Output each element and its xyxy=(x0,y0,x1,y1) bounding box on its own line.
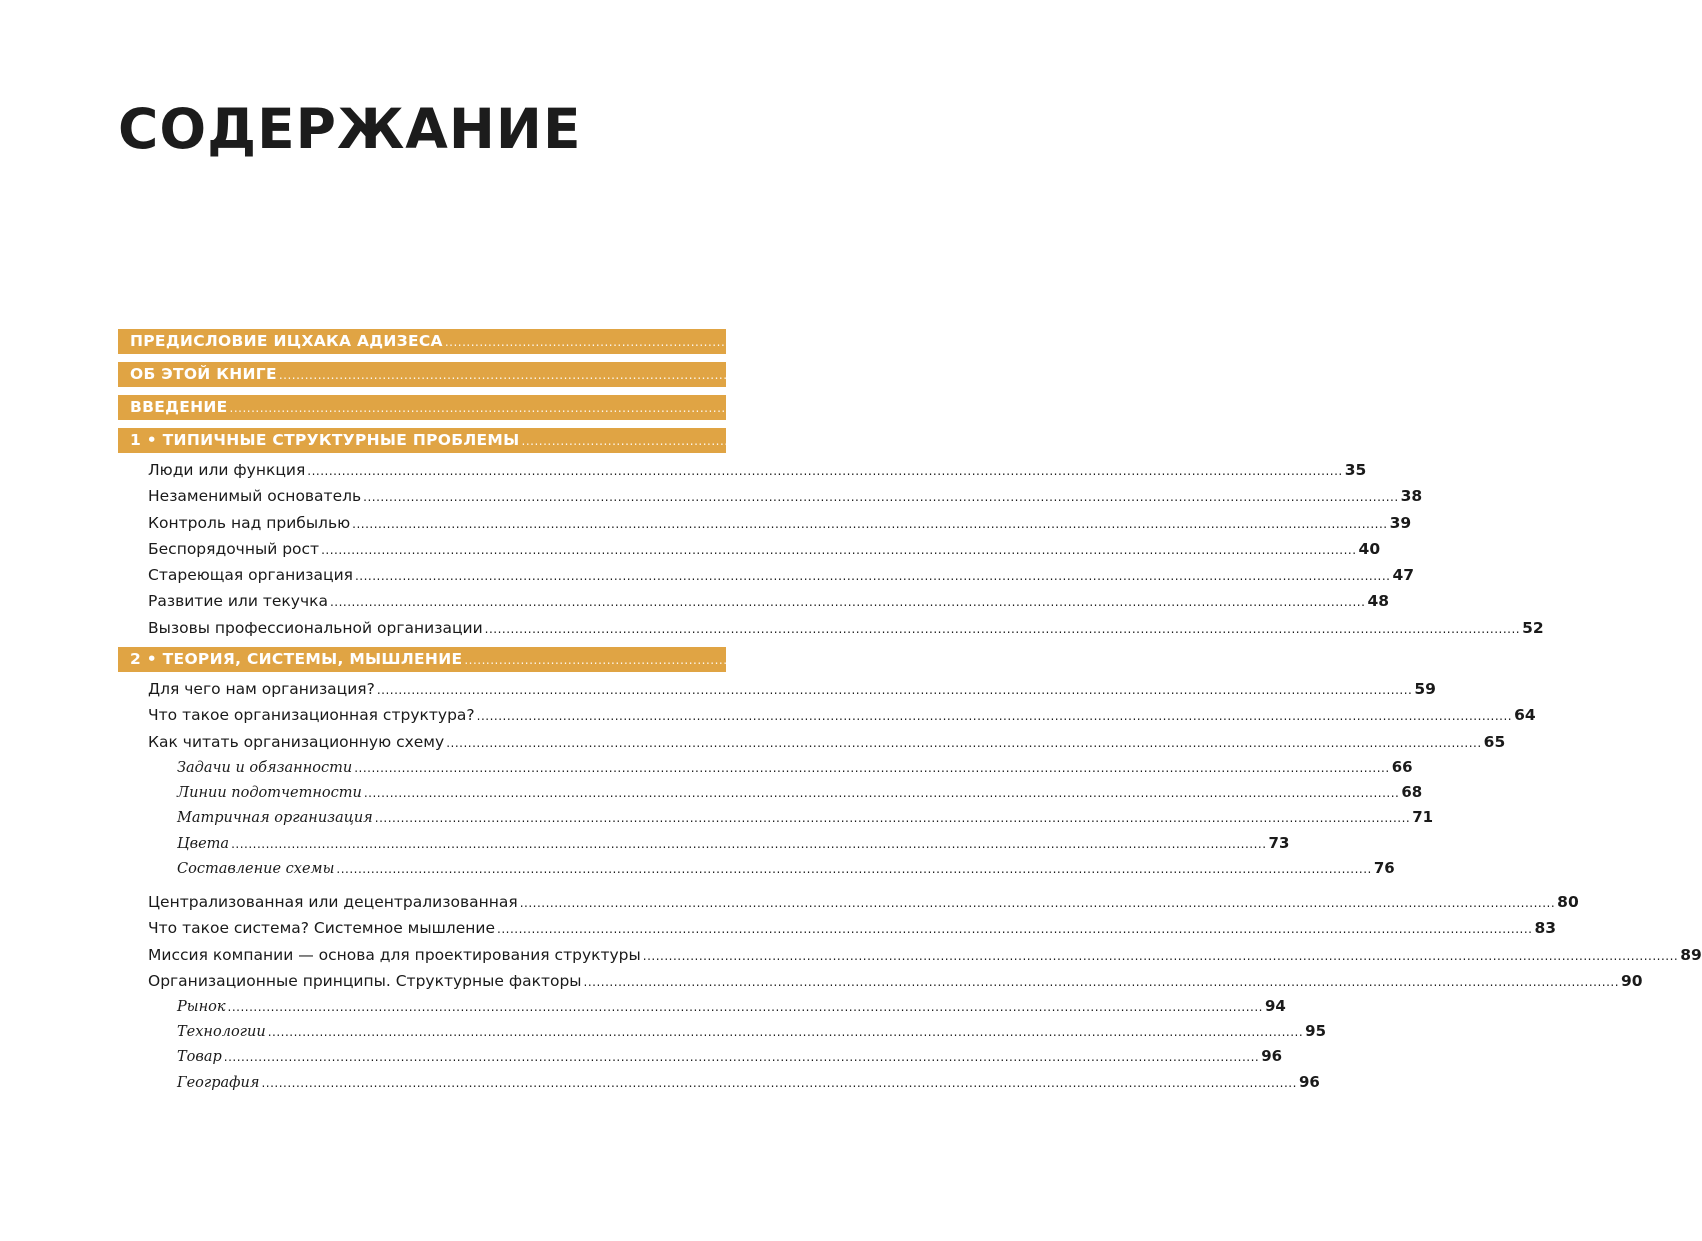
toc-entry-title: Для чего нам организация? xyxy=(148,680,375,699)
leader-dots: ................................................................................................................................................................................................................................................ xyxy=(307,464,1343,478)
toc-entry-page: 40 xyxy=(1358,539,1381,558)
toc-subsection[interactable] xyxy=(177,780,1423,805)
toc-entry-page: 39 xyxy=(1389,513,1412,532)
toc-section[interactable] xyxy=(148,615,1544,641)
leader-dots: ................................................................................................................................................................................................................................................ xyxy=(642,948,1679,963)
toc-entry-page: 90 xyxy=(1621,971,1643,990)
toc-entry-page: 59 xyxy=(1414,680,1436,699)
toc-entry-page: 83 xyxy=(1534,919,1557,938)
toc-entry-title: Как читать организационную схему xyxy=(148,732,445,751)
toc-entry-page: 89 xyxy=(1680,945,1702,964)
toc-section[interactable] xyxy=(148,702,1536,728)
toc-entry-title: Вызовы профессиональной организации xyxy=(148,618,483,637)
toc-section[interactable] xyxy=(148,968,1643,994)
toc-entry-title: Цвета xyxy=(177,835,230,852)
toc-entry-page: 94 xyxy=(1264,997,1286,1016)
leader-dots: ................................................................................................................................................................................................................................................ xyxy=(261,1075,1297,1090)
leader-dots: ................................................................................................................................................................................................................................................ xyxy=(352,516,1388,531)
toc-entry-page: 68 xyxy=(1401,783,1423,802)
toc-entry-page: 58 xyxy=(1501,650,1524,669)
toc-entry-title: 1 • ТИПИЧНЫЕ СТРУКТУРНЫЕ ПРОБЛЕМЫ xyxy=(130,431,520,449)
toc-section[interactable] xyxy=(148,676,1436,702)
toc-entry-page: 9 xyxy=(1482,332,1494,350)
toc-subsection[interactable] xyxy=(177,1044,1283,1069)
table-of-contents xyxy=(118,329,1702,1095)
toc-chapter-header[interactable] xyxy=(118,362,1339,387)
leader-dots: ................................................................................................................................................................................................................................................ xyxy=(583,974,1620,989)
toc-entry-title: Развитие или текучка xyxy=(148,592,328,611)
leader-dots: ................................................................................................................................................................................................................................................ xyxy=(363,786,1400,801)
leader-dots: ................................................................................................................................................................................................................................................ xyxy=(321,542,1357,557)
toc-entry-title: Стареющая организация xyxy=(148,566,353,585)
leader-dots: ................................................................................................................................................................................................................................................ xyxy=(229,401,1266,415)
toc-entry-page: 66 xyxy=(1391,757,1413,776)
toc-entry-page: 52 xyxy=(1522,618,1544,637)
leader-dots: ................................................................................................................................................................................................................................................ xyxy=(484,621,1521,636)
toc-section[interactable] xyxy=(148,915,1557,941)
toc-entry-page: 35 xyxy=(1344,461,1367,479)
toc-entry-page: 38 xyxy=(1400,487,1423,506)
toc-section[interactable] xyxy=(148,588,1390,614)
toc-chapter-header[interactable] xyxy=(118,395,1290,420)
toc-section[interactable] xyxy=(148,889,1579,915)
leader-dots: ................................................................................................................................................................................................................................................ xyxy=(227,1000,1263,1015)
leader-dots: ................................................................................................................................................................................................................................................ xyxy=(336,861,1372,876)
toc-entry-page: 80 xyxy=(1557,892,1579,911)
toc-entry-title: ОБ ЭТОЙ КНИГЕ xyxy=(130,365,277,383)
toc-entry-title: Товар xyxy=(177,1049,222,1066)
toc-entry-title: Контроль над прибылью xyxy=(148,513,351,532)
leader-dots: ................................................................................................................................................................................................................................................ xyxy=(374,811,1411,826)
leader-dots: ................................................................................................................................................................................................................................................ xyxy=(363,490,1399,505)
leader-dots: ................................................................................................................................................................................................................................................ xyxy=(354,760,1390,775)
toc-section[interactable] xyxy=(148,510,1412,536)
toc-entry-title: Централизованная или децентрализованная xyxy=(148,892,518,911)
toc-entry-page: 26 xyxy=(1267,398,1290,416)
toc-entry-title: ВВЕДЕНИЕ xyxy=(130,398,228,416)
toc-entry-page: 64 xyxy=(1514,706,1536,725)
leader-dots: ................................................................................................................................................................................................................................................ xyxy=(329,595,1366,610)
toc-entry-title: Задачи и обязанности xyxy=(177,759,353,776)
toc-entry-page: 76 xyxy=(1373,858,1395,877)
toc-entry-page: 95 xyxy=(1305,1022,1327,1041)
toc-section[interactable] xyxy=(148,536,1381,562)
leader-dots: ................................................................................................................................................................................................................................................ xyxy=(376,683,1413,698)
page-title: СОДЕРЖАНИЕ xyxy=(118,97,582,161)
toc-subsection[interactable] xyxy=(177,1070,1320,1095)
toc-entry-title: 2 • ТЕОРИЯ, СИСТЕМЫ, МЫШЛЕНИЕ xyxy=(130,650,463,669)
toc-subsection[interactable] xyxy=(177,805,1434,830)
toc-entry-title: Незаменимый основатель xyxy=(148,487,362,506)
leader-dots: ................................................................................................................................................................................................................................................ xyxy=(278,368,1315,382)
toc-chapter-header[interactable] xyxy=(118,329,1494,354)
leader-dots: ................................................................................................................................................................................................................................................ xyxy=(519,895,1556,910)
toc-entry-page: 71 xyxy=(1412,808,1434,827)
toc-entry-title: География xyxy=(177,1074,260,1091)
toc-entry-title: Миссия компании — основа для проектирования структуры xyxy=(148,945,641,964)
toc-section[interactable] xyxy=(148,483,1423,509)
toc-entry-title: ПРЕДИСЛОВИЕ ИЦХАКА АДИЗЕСА xyxy=(130,332,443,350)
toc-section[interactable] xyxy=(148,729,1506,755)
toc-entry-page: 12 xyxy=(1316,365,1339,383)
toc-entry-title: Составление схемы xyxy=(177,860,335,877)
toc-entry-title: Организационные принципы. Структурные факторы xyxy=(148,971,582,990)
toc-subsection[interactable] xyxy=(177,1019,1327,1044)
toc-section[interactable] xyxy=(148,562,1415,588)
toc-subsection[interactable] xyxy=(177,856,1395,881)
toc-entry-title: Линии подотчетности xyxy=(177,785,362,802)
leader-dots: ................................................................................................................................................................................................................................................ xyxy=(444,335,1481,349)
toc-entry-title: Беспорядочный рост xyxy=(148,539,320,558)
leader-dots: ................................................................................................................................................................................................................................................ xyxy=(497,922,1533,937)
leader-dots: ................................................................................................................................................................................................................................................ xyxy=(231,836,1267,851)
toc-entry-title: Рынок xyxy=(177,999,226,1016)
toc-entry-page: 73 xyxy=(1268,833,1290,852)
toc-entry-page: 65 xyxy=(1483,732,1506,751)
toc-chapter-header[interactable] xyxy=(118,647,1524,672)
toc-entry-title: Что такое система? Системное мышление xyxy=(148,919,495,938)
toc-entry-page: 47 xyxy=(1392,566,1415,585)
leader-dots: ................................................................................................................................................................................................................................................ xyxy=(267,1025,1304,1040)
toc-chapter-header[interactable] xyxy=(118,428,1582,453)
toc-subsection[interactable] xyxy=(177,994,1286,1019)
toc-entry-page: 48 xyxy=(1367,592,1390,611)
toc-section[interactable] xyxy=(148,457,1367,483)
leader-dots: ................................................................................................................................................................................................................................................ xyxy=(446,735,1482,750)
leader-dots: ................................................................................................................................................................................................................................................ xyxy=(464,653,1500,668)
toc-section[interactable] xyxy=(148,942,1702,968)
toc-entry-title: Матричная организация xyxy=(177,810,373,827)
leader-dots: ................................................................................................................................................................................................................................................ xyxy=(476,709,1513,724)
leader-dots: ................................................................................................................................................................................................................................................ xyxy=(521,434,1557,448)
leader-dots: ................................................................................................................................................................................................................................................ xyxy=(354,569,1391,584)
toc-entry-page: 96 xyxy=(1261,1047,1283,1066)
toc-entry-title: Что такое организационная структура? xyxy=(148,706,475,725)
leader-dots: ................................................................................................................................................................................................................................................ xyxy=(223,1050,1260,1065)
toc-entry-page: 32 xyxy=(1558,431,1582,449)
toc-subsection[interactable] xyxy=(177,831,1290,856)
toc-entry-page: 96 xyxy=(1298,1072,1320,1091)
toc-subsection[interactable] xyxy=(177,755,1413,780)
toc-entry-title: Люди или функция xyxy=(148,461,306,479)
toc-entry-title: Технологии xyxy=(177,1024,266,1041)
